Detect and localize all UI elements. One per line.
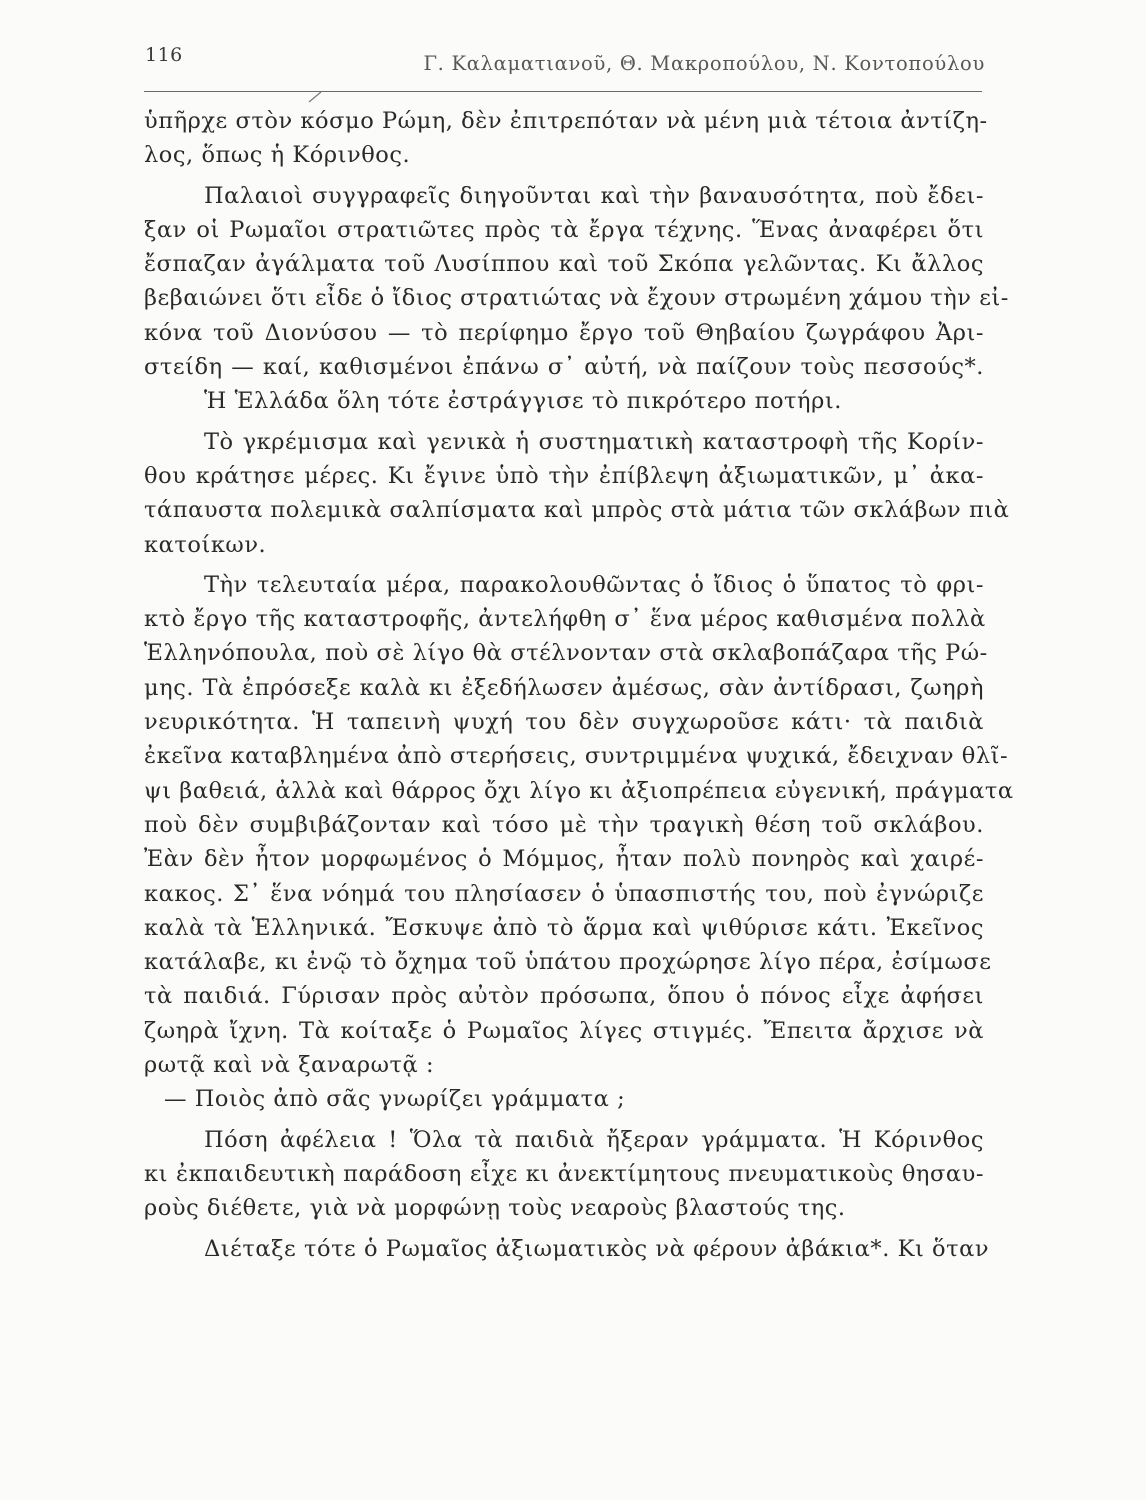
- text-line: ροὺς διέθετε, γιὰ νὰ μορφώνῃ τοὺς νεαροὺς βλαστούς της.: [144, 1195, 846, 1222]
- body-text: [144, 104, 1014, 1266]
- text-line: — Ποιὸς ἀπὸ σᾶς γνωρίζει γράμματα ;: [164, 1086, 626, 1113]
- page-number: 116: [145, 44, 183, 66]
- text-line: βεβαιώνει ὅτι εἶδε ὁ ἴδιος στρατιώτας νὰ ἔχουν στρωμένη χάμου τὴν εἰ-: [144, 285, 1009, 312]
- text-line: κι ἐκπαιδευτικὴ παράδοση εἶχε κι ἀνεκτίμητους πνευματικοὺς θησαυ-: [144, 1160, 984, 1187]
- text-line: ὑπῆρχε στὸν κόσμο Ρώμη, δὲν ἐπιτρεπόταν νὰ μένη μιὰ τέτοια ἀντίζη-: [144, 108, 988, 134]
- text-line: ἔσπαζαν ἀγάλματα τοῦ Λυσίππου καὶ τοῦ Σκόπα γελῶντας. Κι ἄλλος: [144, 251, 984, 278]
- running-head: Γ. Καλαματιανοῦ, Θ. Μακροπούλου, Ν. Κοντοπούλου: [423, 52, 985, 75]
- text-line: μης. Τὰ ἐπρόσεξε καλὰ κι ἐξεδήλωσεν ἀμέσως, σὰν ἀντίδρασι, ζωηρὴ: [144, 674, 984, 701]
- text-line: Ἐὰν δὲν ἦτον μορφωμένος ὁ Μόμμος, ἦταν πολὺ πονηρὸς καὶ χαιρέ-: [144, 846, 984, 873]
- text-line: Ἑλληνόπουλα, ποὺ σὲ λίγο θὰ στέλνονταν στὰ σκλαβοπάζαρα τῆς Ρώ-: [144, 640, 988, 667]
- text-line: ζωηρὰ ἴχνη. Τὰ κοίταξε ὁ Ρωμαῖος λίγες στιγμές. Ἔπειτα ἄρχισε νὰ: [144, 1017, 984, 1044]
- text-line: ρωτᾷ καὶ νὰ ξαναρωτᾷ :: [144, 1052, 435, 1079]
- text-line: κόνα τοῦ Διονύσου — τὸ περίφημο ἔργο τοῦ Θηβαίου ζωγράφου Ἀρι-: [144, 319, 984, 346]
- text-line: ψι βαθειά, ἀλλὰ καὶ θάρρος ὄχι λίγο κι ἀξιοπρέπεια εὐγενική, πράγματα: [144, 777, 1014, 804]
- text-line: ποὺ δὲν συμβιβάζονταν καὶ τόσο μὲ τὴν τραγικὴ θέση τοῦ σκλάβου.: [144, 811, 984, 838]
- text-line: καλὰ τὰ Ἑλληνικά. Ἔσκυψε ἀπὸ τὸ ἅρμα καὶ ψιθύρισε κάτι. Ἐκεῖνος: [144, 914, 984, 941]
- text-line: ἐκεῖνα καταβλημένα ἀπὸ στερήσεις, συντριμμένα ψυχικά, ἔδειχναν θλῖ-: [144, 743, 1009, 770]
- header-rule: [144, 91, 982, 92]
- text-line: Ἡ Ἑλλάδα ὅλη τότε ἐστράγγισε τὸ πικρότερο ποτήρι.: [204, 388, 842, 415]
- pencil-mark: [308, 91, 322, 103]
- text-line: στείδη — καί, καθισμένοι ἐπάνω σ᾽ αὐτή, νὰ παίζουν τοὺς πεσσούς*.: [144, 354, 984, 381]
- text-line: τάπαυστα πολεμικὰ σαλπίσματα καὶ μπρὸς στὰ μάτια τῶν σκλάβων πιὰ: [144, 497, 1010, 524]
- text-line: Τὴν τελευταία μέρα, παρακολουθῶντας ὁ ἴδιος ὁ ὕπατος τὸ φρι-: [204, 571, 984, 598]
- text-line: τὰ παιδιά. Γύρισαν πρὸς αὐτὸν πρόσωπα, ὅπου ὁ πόνος εἶχε ἀφήσει: [144, 983, 984, 1010]
- text-line: Διέταξε τότε ὁ Ρωμαῖος ἀξιωματικὸς νὰ φέρουν ἀβάκια*. Κι ὅταν: [204, 1235, 990, 1262]
- text-line: Παλαιοὶ συγγραφεῖς διηγοῦνται καὶ τὴν βαναυσότητα, ποὺ ἔδει-: [204, 182, 984, 209]
- text-line: νευρικότητα. Ἡ ταπεινὴ ψυχή του δὲν συγχωροῦσε κάτι· τὰ παιδιὰ: [144, 709, 984, 736]
- text-line: λος, ὅπως ἡ Κόρινθος.: [144, 142, 411, 169]
- text-line: θου κράτησε μέρες. Κι ἔγινε ὑπὸ τὴν ἐπίβλεψη ἀξιωματικῶν, μ᾽ ἀκα-: [144, 462, 984, 489]
- text-line: Πόση ἀφέλεια ! Ὅλα τὰ παιδιὰ ἤξεραν γράμματα. Ἡ Κόρινθος: [204, 1126, 984, 1153]
- page-header: [145, 44, 985, 78]
- text-line: κατοίκων.: [144, 531, 267, 558]
- text-line: κτὸ ἔργο τῆς καταστροφῆς, ἀντελήφθη σ᾽ ἕνα μέρος καθισμένα πολλὰ: [144, 606, 986, 633]
- text-line: ξαν οἱ Ρωμαῖοι στρατιῶτες πρὸς τὰ ἔργα τέχνης. Ἕνας ἀναφέρει ὅτι: [144, 216, 984, 243]
- text-line: Τὸ γκρέμισμα καὶ γενικὰ ἡ συστηματικὴ καταστροφὴ τῆς Κορίν-: [204, 428, 984, 455]
- text-line: κατάλαβε, κι ἐνῷ τὸ ὄχημα τοῦ ὑπάτου προχώρησε λίγο πέρα, ἐσίμωσε: [144, 949, 992, 976]
- text-line: κακος. Σ᾽ ἕνα νόημά του πλησίασεν ὁ ὑπασπιστής του, ποὺ ἐγνώριζε: [144, 880, 984, 907]
